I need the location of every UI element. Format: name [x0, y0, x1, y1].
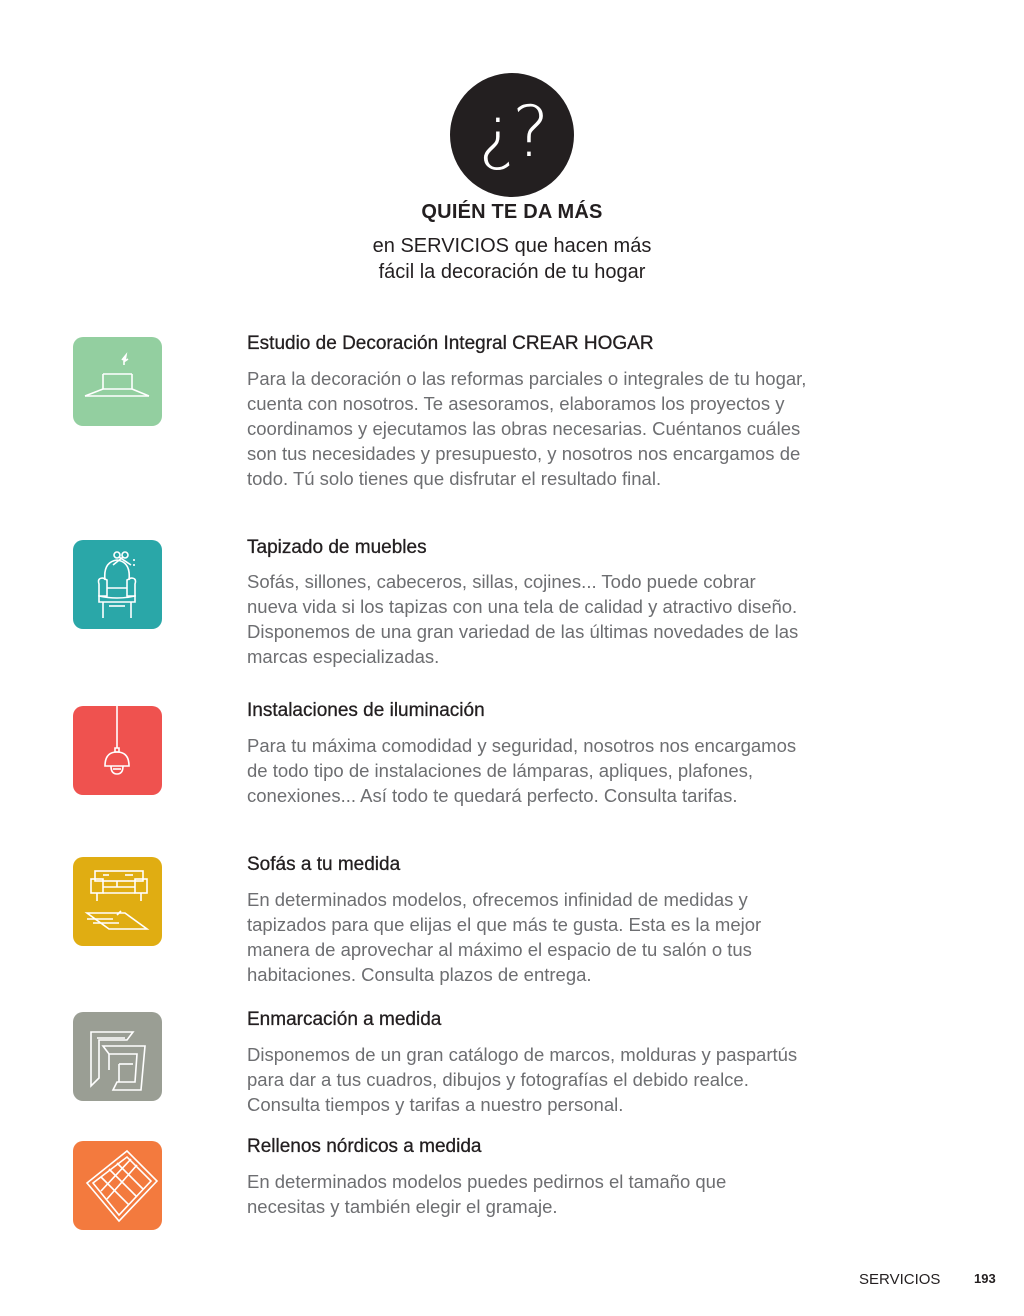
service-title: Sofás a tu medida	[247, 854, 401, 875]
subtitle-line: fácil la decoración de tu hogar	[378, 261, 646, 283]
description-line: son tus necesidades y presupuesto, y nosotros nos encargamos de	[247, 443, 801, 464]
pendant-lamp-icon	[73, 706, 162, 795]
subtitle-line: en SERVICIOS que hacen más	[372, 235, 652, 257]
description-line: Disponemos de un gran catálogo de marcos, molduras y paspartús	[247, 1044, 798, 1065]
question-marks-icon: ¿?	[478, 91, 546, 173]
service-title: Enmarcación a medida	[247, 1009, 442, 1030]
service-description	[247, 569, 847, 669]
service-description	[247, 1169, 847, 1219]
description-line: conexiones... Así todo te quedará perfecto. Consulta tarifas.	[247, 785, 738, 806]
description-line: nueva vida si los tapizas con una tela de calidad y atractivo diseño.	[247, 596, 798, 617]
frame-corner-icon	[73, 1012, 162, 1101]
description-line: necesitas y también elegir el gramaje.	[247, 1196, 558, 1217]
page-title: QUIÉN TE DA MÁS	[421, 201, 603, 223]
service-title: Estudio de Decoración Integral CREAR HOGAR	[247, 333, 654, 354]
service-title: Tapizado de muebles	[247, 537, 427, 558]
paint-can-room-icon	[73, 337, 162, 426]
description-line: de todo tipo de instalaciones de lámparas, apliques, plafones,	[247, 760, 754, 781]
description-line: Para tu máxima comodidad y seguridad, nosotros nos encargamos	[247, 735, 797, 756]
footer-section-label: SERVICIOS	[859, 1271, 941, 1288]
description-line: cuenta con nosotros. Te asesoramos, elaboramos los proyectos y	[247, 393, 785, 414]
service-description	[247, 887, 847, 987]
page-number: 193	[974, 1271, 996, 1286]
sofa-measure-icon	[73, 857, 162, 946]
description-line: manera de aprovechar al máximo el espacio de tu salón o tus	[247, 939, 752, 960]
service-description	[247, 366, 847, 491]
description-line: Disponemos de una gran variedad de las últimas novedades de las	[247, 621, 799, 642]
description-line: Sofás, sillones, cabeceros, sillas, cojines... Todo puede cobrar	[247, 571, 756, 592]
description-line: En determinados modelos puedes pedirnos el tamaño que	[247, 1171, 727, 1192]
duvet-quilt-icon	[73, 1141, 162, 1230]
description-line: para dar a tus cuadros, dibujos y fotografías el debido realce.	[247, 1069, 749, 1090]
description-line: marcas especializadas.	[247, 646, 440, 667]
description-line: Para la decoración o las reformas parciales o integrales de tu hogar,	[247, 368, 807, 389]
description-line: coordinamos y ejecutamos las obras necesarias. Cuéntanos cuáles	[247, 418, 801, 439]
question-badge	[450, 73, 574, 197]
service-title: Instalaciones de iluminación	[247, 700, 485, 721]
page-subtitle	[0, 233, 1024, 285]
description-line: Consulta tiempos y tarifas a nuestro personal.	[247, 1094, 624, 1115]
description-line: habitaciones. Consulta plazos de entrega.	[247, 964, 592, 985]
service-description	[247, 1042, 847, 1117]
description-line: tapizados para que elijas el que más te gusta. Esta es la mejor	[247, 914, 762, 935]
armchair-scissors-icon	[73, 540, 162, 629]
description-line: En determinados modelos, ofrecemos infinidad de medidas y	[247, 889, 748, 910]
description-line: todo. Tú solo tienes que disfrutar el resultado final.	[247, 468, 662, 489]
service-title: Rellenos nórdicos a medida	[247, 1136, 482, 1157]
service-description	[247, 733, 847, 808]
